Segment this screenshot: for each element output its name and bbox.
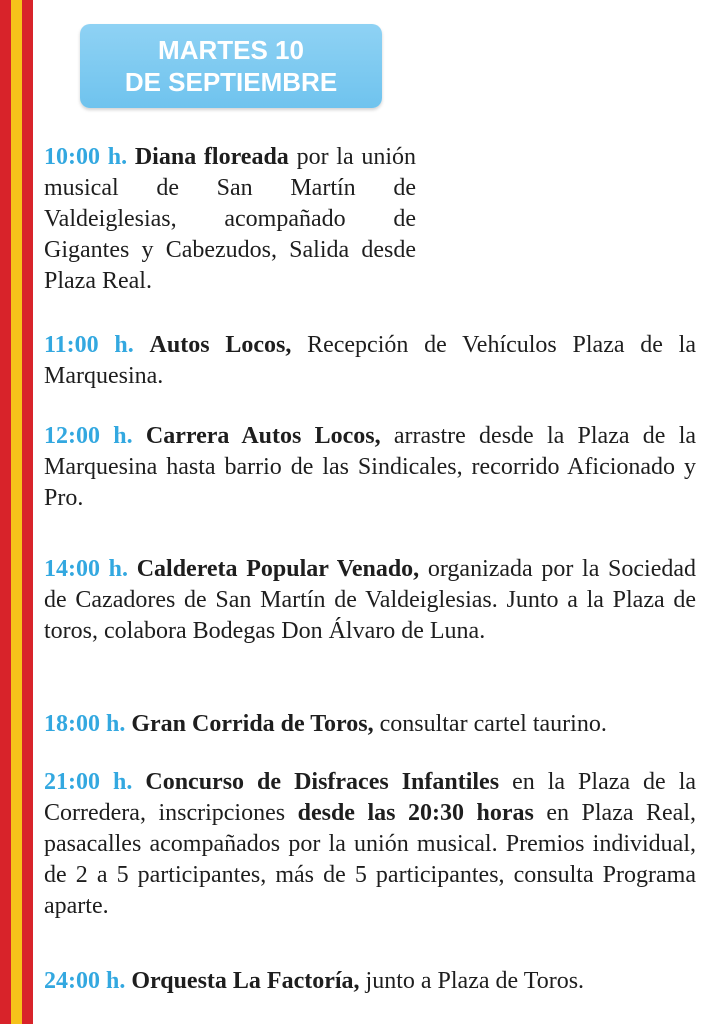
event-title: Caldereta Popular Venado, xyxy=(136,556,420,582)
event-item xyxy=(44,709,696,740)
event-time: 21:00 h. xyxy=(44,769,133,795)
event-title: Carrera Autos Locos, xyxy=(145,423,381,449)
event-item xyxy=(44,767,696,922)
event-title: Diana floreada xyxy=(134,144,289,170)
event-title: Orquesta La Factoría, xyxy=(131,968,360,994)
flag-stripe-red-left xyxy=(0,0,11,1024)
flag-stripe-yellow xyxy=(11,0,22,1024)
date-header-line2: DE SEPTIEMBRE xyxy=(124,67,338,97)
event-description: por la unión musical de San Martín de Valdeiglesias, acompañado de Gigantes y Cabezudos, Salida desde Plaza Real. xyxy=(44,144,417,294)
event-item xyxy=(44,554,696,647)
event-description: Recepción de Vehículos Plaza de la Marquesina. xyxy=(44,332,697,389)
event-time: 10:00 h. xyxy=(44,144,128,170)
event-description: arrastre desde la Plaza de la Marquesina hasta barrio de las Sindicales, recorrido Aficionado y Pro. xyxy=(44,423,697,511)
event-description: organizada por la Sociedad de Cazadores de San Martín de Valdeiglesias. Junto a la Plaza de toros, colabora Bodegas Don Álvaro de Luna. xyxy=(44,556,696,644)
event-description: en Plaza Real, pasacalles acompañados por la unión musical. Premios individual, de 2 a 5 participantes, más de 5 participantes, consulta Programa aparte. xyxy=(44,800,696,919)
flag-stripe-red-right xyxy=(22,0,33,1024)
event-time: 14:00 h. xyxy=(44,556,129,582)
event-title: Gran Corrida de Toros, xyxy=(131,711,374,737)
event-item xyxy=(44,330,696,392)
event-time: 11:00 h. xyxy=(44,332,134,358)
event-item xyxy=(44,421,696,514)
date-header-line1: MARTES 10 xyxy=(158,35,304,65)
event-description: junto a Plaza de Toros. xyxy=(365,968,585,994)
event-time: 18:00 h. xyxy=(44,711,126,737)
event-time: 12:00 h. xyxy=(44,423,133,449)
event-time: 24:00 h. xyxy=(44,968,126,994)
event-description: en la Plaza de la Corredera, inscripciones xyxy=(44,769,697,826)
event-title: Autos Locos, xyxy=(149,332,292,358)
event-item xyxy=(44,142,416,297)
event-item xyxy=(44,966,696,997)
event-description: consultar cartel taurino. xyxy=(379,711,607,737)
date-header xyxy=(80,24,382,108)
event-highlight: desde las 20:30 horas xyxy=(297,800,534,826)
event-title: Concurso de Disfraces Infantiles xyxy=(145,769,500,795)
